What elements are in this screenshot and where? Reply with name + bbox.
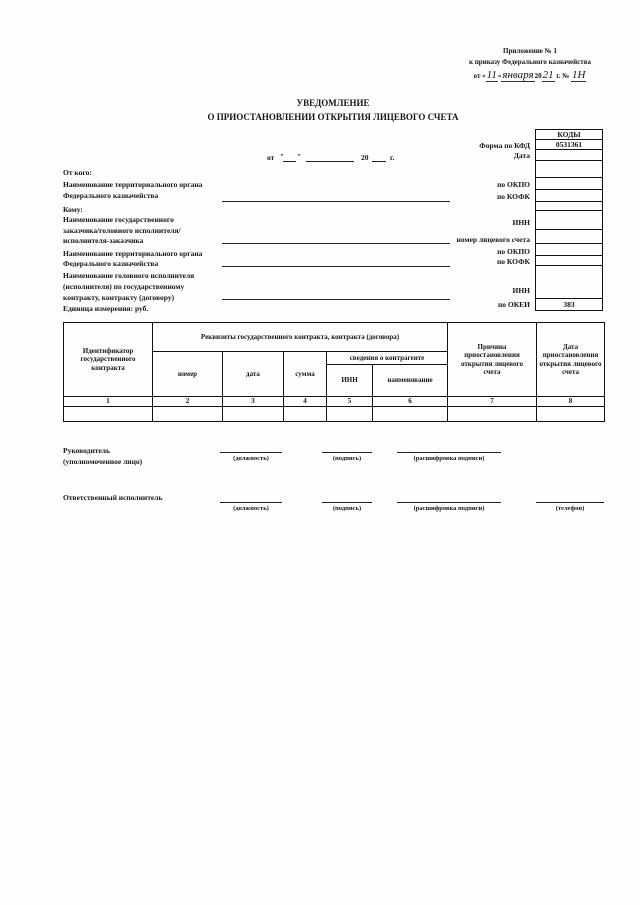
empty-cell [64,406,153,421]
okpo-code-cell-1 [536,178,602,190]
executor-signature-field [322,502,372,513]
appendix-title: Приложение № 1 [503,47,557,55]
reason-header-line-1: Причина [477,342,507,351]
executor-name-caption: (расшифровка подписи) [413,505,485,512]
to-org-underline [222,266,450,267]
date-close-quote: " [297,152,302,161]
account-number-label: номер лицевого счета [456,235,530,244]
codes-header: КОДЫ [536,130,602,140]
okei-code-cell: 383 [563,300,575,309]
kofk-label-1: по КОФК [496,192,530,201]
column-number: 2 [153,397,223,407]
empty-cell [153,406,223,421]
date-from-label: от [267,153,275,162]
requisites-header [153,323,448,352]
executor-position-field [220,502,282,513]
customer-underline [222,243,450,244]
suspension-date-header [537,323,605,397]
inn-header [327,365,373,397]
appendix-date-from: от « [473,72,486,80]
okei-label: по ОКЕИ [497,300,530,309]
executor-label: Ответственный исполнитель [63,493,163,502]
identifier-header-line-1: Идентификатор [82,346,134,355]
head-position-caption: (должность) [233,455,269,462]
from-heading: От кого: [63,168,92,177]
column-number: 6 [373,397,448,407]
column-number: 8 [537,397,605,407]
date-year-suffix: г. [390,153,395,162]
table-row [64,406,605,421]
reason-header-line-2: приостановления [464,351,520,359]
name-header [373,365,448,397]
customer-line-2: заказчика/головного исполнителя/ [63,226,181,235]
empty-cell [284,406,327,421]
okpo-code-cell-2 [536,244,602,256]
counterparty-header [327,352,448,365]
date-century: 20 [361,153,369,162]
empty-cell [327,406,373,421]
date-label: Дата [513,151,530,160]
suspension-table [63,322,605,422]
executor-signature-caption: (подпись) [332,505,362,512]
customer-line-3: исполнителя-заказчика [63,236,144,245]
identifier-header [64,323,153,397]
appendix-order-number: 1Н [572,69,586,81]
suspension-date-header-line-4: счета [561,368,580,376]
empty-cell [537,406,605,421]
account-code-cell [536,230,602,244]
empty-cell [448,406,537,421]
appendix-date-month: января [502,69,534,81]
executor-phone-field [536,502,604,513]
okpo-label-1: по ОКПО [497,180,530,189]
inn-code-cell-2 [536,266,602,299]
executor-phone-caption: (телефон) [555,505,585,512]
suspension-date-header-line-2: приостановления [542,351,599,359]
head-name-caption: (расшифровка подписи) [413,455,485,462]
reason-header-line-3: открытия лицевого [460,359,524,368]
form-kfd-label: Форма по КФД [479,141,530,150]
column-number-row [64,397,605,407]
column-number: 3 [223,397,284,407]
column-number: 7 [448,397,537,407]
number-header-text: номер [177,369,198,378]
date-month-blank [306,161,354,162]
appendix-date-year: 21 [542,69,554,81]
head-signature-field [322,452,372,463]
appendix-date-close: » [497,72,502,80]
date-header-text: дата [246,369,260,378]
number-header [153,352,223,397]
appendix-number-label: г. № [556,72,570,80]
codes-box [535,129,603,311]
appendix-date-century: 20 [534,72,542,80]
inn-code-cell-1 [536,211,602,230]
blank-code-cell-2 [536,202,602,211]
title-line-2: О ПРИОСТАНОВЛЕНИИ ОТКРЫТИЯ ЛИЦЕВОГО СЧЕТА [207,112,459,122]
kofk-code-cell-2 [536,256,602,266]
date-code-cell [536,150,602,161]
appendix-block [465,46,595,82]
contractor-line-3: контракту, контракту (договору) [63,293,175,302]
reason-header-line-4: счета [483,368,501,376]
to-org-line-2: Федерального казначейства [63,259,159,268]
appendix-order: к приказу Федерального казначейства [468,58,592,66]
appendix-date-day: 11 [486,69,497,81]
amount-header-text: сумма [295,369,315,378]
identifier-header-line-2: государственного [80,355,136,364]
form-code-cell: 0531361 [536,140,602,150]
from-org-underline [222,201,450,202]
reason-header [448,323,537,397]
empty-cell [223,406,284,421]
inn-header-text: ИНН [341,376,358,385]
document-title [133,96,533,124]
inn-label-1: ИНН [512,218,530,227]
appendix-date-line [465,69,595,82]
empty-cell [373,406,448,421]
suspension-date-header-line-3: открытия лицевого [539,359,602,368]
contractor-underline [222,299,450,300]
requisites-header-text: Реквизиты государственного контракта, контракта (договора) [200,332,400,341]
head-position-field [220,452,282,463]
title-line-1: УВЕДОМЛЕНИЕ [296,98,370,108]
head-authorized-label: (уполномоченное лицо) [63,457,143,466]
name-header-text: наименование [387,376,433,385]
column-number: 5 [327,397,373,407]
head-signature-caption: (подпись) [332,455,362,462]
suspension-date-header-line-1: Дата [562,342,579,351]
executor-name-field [397,502,501,513]
to-org-line-1: Наименование территориального органа [63,249,203,258]
counterparty-header-text: сведения о контрагенте [349,353,425,362]
inn-label-2: ИНН [512,286,530,295]
customer-line-1: Наименование государственного [63,215,174,224]
date-open-quote: " [280,152,285,161]
head-label: Руководитель [63,446,110,455]
contractor-line-1: Наименование головного исполнителя [63,271,195,280]
head-name-field [397,452,501,463]
blank-code-cell [536,161,602,178]
from-org-line-1: Наименование территориального органа [63,180,203,189]
executor-position-caption: (должность) [233,505,269,512]
date-year-blank [372,161,386,162]
date-header [223,352,284,397]
identifier-header-line-3: контракта [91,363,125,372]
date-day-blank [283,161,296,162]
amount-header [284,352,327,397]
column-number: 4 [284,397,327,407]
kofk-code-cell-1 [536,190,602,202]
to-heading: Кому: [63,205,83,214]
column-number: 1 [64,397,153,407]
from-org-line-2: Федерального казначейства [63,191,159,200]
unit-label: Единица измерения: руб. [63,304,149,313]
contractor-line-2: (исполнителя) по государственному [63,282,185,291]
okpo-label-2: по ОКПО [497,247,530,256]
kofk-label-2: по КОФК [496,257,530,266]
